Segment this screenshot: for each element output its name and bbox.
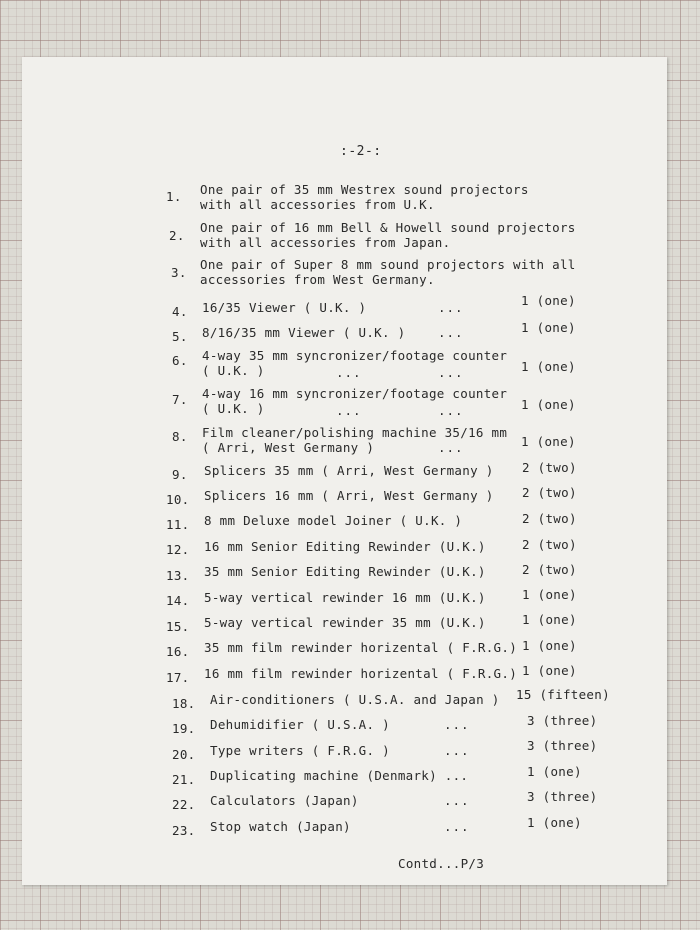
item-quantity: 1 (one) [522,587,577,602]
item-text: 5-way vertical rewinder 16 mm (U.K.) [204,590,486,605]
item-text: 16/35 Viewer ( U.K. ) [202,300,367,315]
item-text: One pair of Super 8 mm sound projectors with all [200,257,576,272]
leader-dots: ... [336,403,362,418]
item-number: 2. [169,228,185,243]
item-text: 35 mm film rewinder horizental ( F.R.G.) [204,640,518,655]
item-number: 9. [172,467,188,482]
item-quantity: 1 (one) [521,320,576,335]
item-quantity: 1 (one) [521,397,576,412]
leader-dots: ... [438,403,464,418]
leader-dots: ... [438,300,464,315]
item-quantity: 1 (one) [522,638,577,653]
item-text: 4-way 35 mm syncronizer/footage counter [202,348,508,363]
item-quantity: 1 (one) [521,359,576,374]
item-text: 4-way 16 mm syncronizer/footage counter [202,386,508,401]
item-text: 8/16/35 mm Viewer ( U.K. ) [202,325,406,340]
item-text: with all accessories from U.K. [200,197,435,212]
item-text: One pair of 16 mm Bell & Howell sound projectors [200,220,576,235]
item-number: 16. [166,644,190,659]
item-number: 4. [172,304,188,319]
item-quantity: 2 (two) [522,511,577,526]
leader-dots: ... [444,717,470,732]
item-text: Duplicating machine (Denmark) ... [210,768,469,783]
item-quantity: 3 (three) [527,789,598,804]
item-number: 7. [172,392,188,407]
item-quantity: 1 (one) [522,612,577,627]
leader-dots: ... [438,365,464,380]
item-number: 17. [166,670,190,685]
item-number: 13. [166,568,190,583]
item-text: ( Arri, West Germany ) [202,440,375,455]
item-quantity: 1 (one) [527,815,582,830]
item-quantity: 2 (two) [522,460,577,475]
item-text: 8 mm Deluxe model Joiner ( U.K. ) [204,513,463,528]
item-text: 16 mm Senior Editing Rewinder (U.K.) [204,539,486,554]
leader-dots: ... [444,793,470,808]
item-number: 5. [172,329,188,344]
item-number: 1. [166,189,182,204]
item-text: Calculators (Japan) [210,793,359,808]
item-text: ( U.K. ) [202,401,265,416]
item-number: 8. [172,429,188,444]
item-quantity: 3 (three) [527,738,598,753]
item-number: 3. [171,265,187,280]
item-number: 22. [172,797,196,812]
item-text: with all accessories from Japan. [200,235,451,250]
item-text: Dehumidifier ( U.S.A. ) [210,717,390,732]
item-text: Stop watch (Japan) [210,819,351,834]
item-number: 23. [172,823,196,838]
item-quantity: 15 (fifteen) [516,687,610,702]
item-quantity: 3 (three) [527,713,598,728]
item-number: 12. [166,542,190,557]
continued-footer: Contd...P/3 [398,856,485,871]
item-text: Air-conditioners ( U.S.A. and Japan ) [210,692,500,707]
item-quantity: 1 (one) [522,663,577,678]
leader-dots: ... [444,819,470,834]
page-marker: :-2-: [340,144,382,159]
item-number: 15. [166,619,190,634]
item-text: Splicers 16 mm ( Arri, West Germany ) [204,488,494,503]
item-quantity: 1 (one) [527,764,582,779]
item-quantity: 1 (one) [521,434,576,449]
item-number: 10. [166,492,190,507]
item-text: One pair of 35 mm Westrex sound projectors [200,182,529,197]
leader-dots: ... [438,440,464,455]
item-number: 14. [166,593,190,608]
leader-dots: ... [336,365,362,380]
item-text: 16 mm film rewinder horizental ( F.R.G.) [204,666,518,681]
item-quantity: 2 (two) [522,562,577,577]
item-number: 19. [172,721,196,736]
item-text: 5-way vertical rewinder 35 mm (U.K.) [204,615,486,630]
item-number: 6. [172,353,188,368]
leader-dots: ... [444,743,470,758]
item-number: 21. [172,772,196,787]
item-text: ( U.K. ) [202,363,265,378]
item-text: 35 mm Senior Editing Rewinder (U.K.) [204,564,486,579]
item-text: accessories from West Germany. [200,272,435,287]
item-number: 20. [172,747,196,762]
item-quantity: 2 (two) [522,537,577,552]
item-text: Film cleaner/polishing machine 35/16 mm [202,425,508,440]
item-quantity: 2 (two) [522,485,577,500]
leader-dots: ... [438,325,464,340]
item-quantity: 1 (one) [521,293,576,308]
item-text: Splicers 35 mm ( Arri, West Germany ) [204,463,494,478]
item-number: 18. [172,696,196,711]
item-text: Type writers ( F.R.G. ) [210,743,390,758]
item-number: 11. [166,517,190,532]
